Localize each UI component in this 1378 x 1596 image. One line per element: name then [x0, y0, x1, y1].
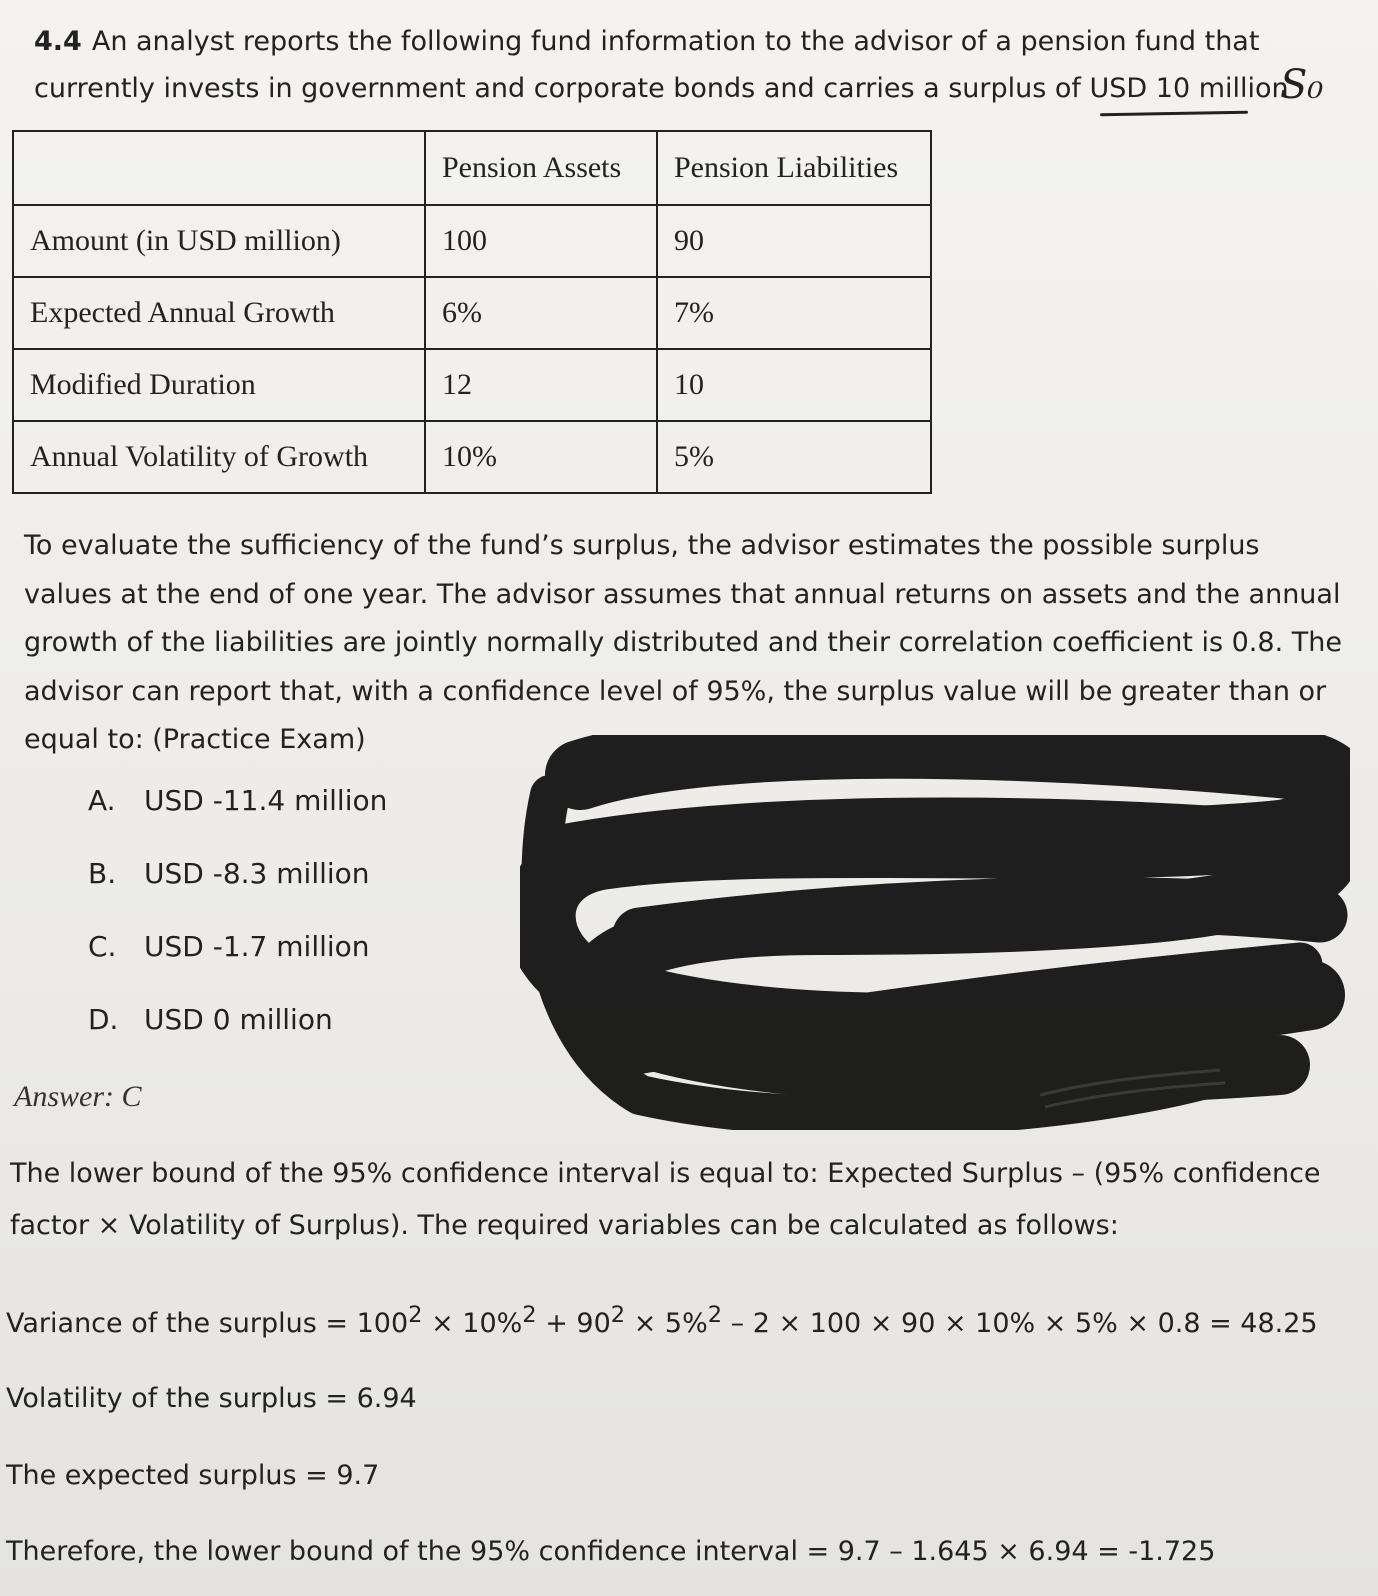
formula-term: + 90 [536, 1308, 611, 1339]
option-letter: C. [88, 930, 117, 963]
question-paragraph: To evaluate the sufficiency of the fund’s surplus, the advisor estimates the possible surplus values at the end of one year. The advisor assumes that annual returns on assets and the annual growth of the liabilities are jointly normally distributed and their correlation coefficient is 0.8. The advisor can report that, with a confidence level of 95%, the surplus value will be greater than or equal to: (Practice Exam) [24, 530, 1342, 755]
lower-bound-line: Therefore, the lower bound of the 95% confidence interval = 9.7 – 1.645 × 6.94 = -1.725 [6, 1536, 1216, 1567]
table-row [13, 205, 931, 277]
table-cell: 90 [657, 205, 931, 277]
option-c [88, 930, 518, 1003]
marker-scribble [520, 735, 1350, 1130]
option-text: USD -11.4 million [144, 784, 388, 817]
option-letter: D. [88, 1003, 119, 1036]
table-cell: Modified Duration [13, 349, 425, 421]
question-text: An analyst reports the following fund information to the advisor of a pension fund that currently invests in government and corporate bonds and carries a surplus of USD 10 million [34, 26, 1289, 104]
formula-term: × 10% [422, 1308, 523, 1339]
handwritten-s0-note: S₀ [1280, 62, 1324, 108]
table-cell: 7% [657, 277, 931, 349]
table-header-cell: Pension Assets [425, 131, 657, 205]
variance-formula [6, 1302, 1318, 1339]
table-cell: 5% [657, 421, 931, 493]
fund-info-table [12, 130, 932, 494]
option-b [88, 857, 518, 930]
table-cell: Annual Volatility of Growth [13, 421, 425, 493]
formula-term: 100 [356, 1308, 409, 1339]
option-text: USD -8.3 million [144, 857, 370, 890]
option-d [88, 1003, 518, 1076]
table-row [13, 421, 931, 493]
answer-label: Answer: C [14, 1080, 142, 1113]
formula-label: Variance of the surplus = [6, 1308, 357, 1339]
explanation-text: The lower bound of the 95% confidence interval is equal to: Expected Surplus – (95% confidence factor × Volatility of Surplus). The required variables can be calculated as follows: [10, 1158, 1321, 1241]
formula-exponent: 2 [707, 1302, 723, 1328]
option-text: USD -1.7 million [144, 930, 370, 963]
formula-exponent: 2 [408, 1302, 423, 1328]
question-number: 4.4 [34, 26, 82, 57]
formula-exponent: 2 [610, 1302, 626, 1328]
table-cell: Expected Annual Growth [13, 277, 425, 349]
question-header [34, 18, 1334, 112]
table-cell: Amount (in USD million) [13, 205, 425, 277]
expected-surplus-line: The expected surplus = 9.7 [6, 1460, 380, 1491]
table-row [13, 349, 931, 421]
table-cell: 6% [425, 277, 657, 349]
table-cell: 100 [425, 205, 657, 277]
table-header-cell: Pension Liabilities [657, 131, 931, 205]
formula-exponent: 2 [522, 1302, 537, 1328]
table-cell: 10% [425, 421, 657, 493]
table-cell: 12 [425, 349, 657, 421]
option-a [88, 784, 518, 857]
table-row [13, 277, 931, 349]
table-cell: 10 [657, 349, 931, 421]
volatility-line: Volatility of the surplus = 6.94 [6, 1383, 417, 1414]
option-letter: A. [88, 784, 116, 817]
option-letter: B. [88, 857, 117, 890]
formula-term: – 2 × 100 × 90 × 10% × 5% × 0.8 = 48.25 [722, 1308, 1318, 1339]
table-header-row [13, 131, 931, 205]
formula-term: × 5% [625, 1308, 708, 1339]
table-header-cell [13, 131, 425, 205]
option-text: USD 0 million [144, 1003, 333, 1036]
answer-options [88, 784, 518, 1076]
